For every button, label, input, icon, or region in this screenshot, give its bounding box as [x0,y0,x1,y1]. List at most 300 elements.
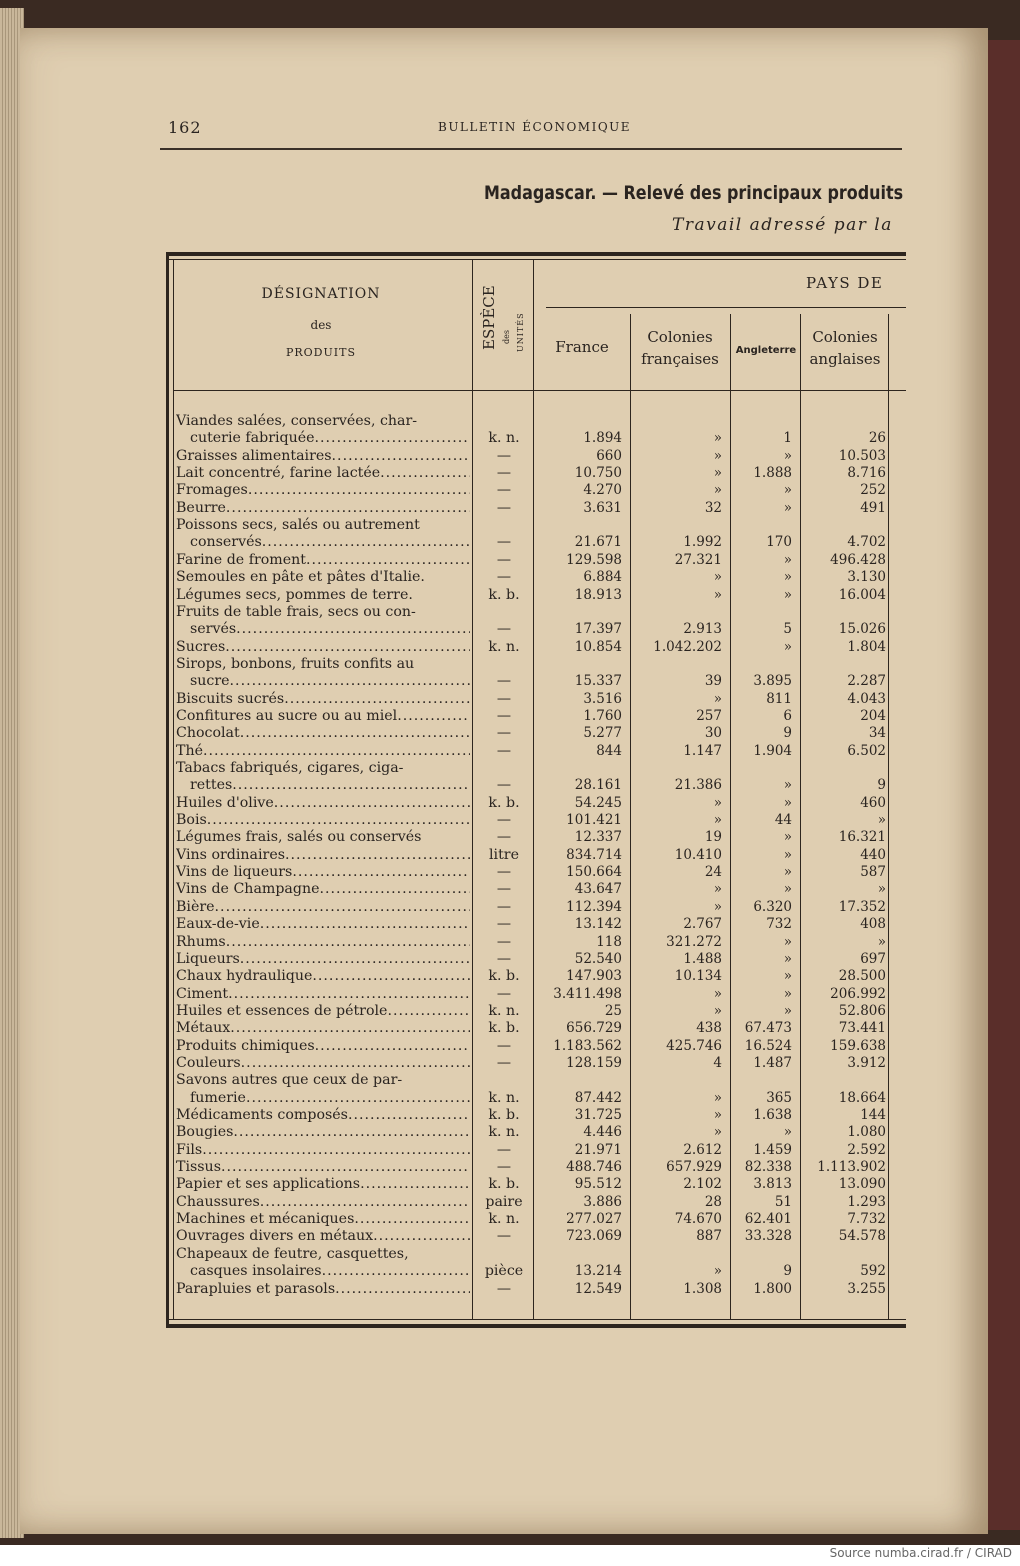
leader-dots [332,448,470,464]
leader-dots [248,482,470,498]
row-designation-text: Confitures au sucre ou au miel [176,707,398,724]
row-unit: k. b. [488,794,520,811]
leader-dots [226,500,470,516]
row-unit: — [496,950,512,967]
row-designation [176,464,470,482]
row-designation [176,985,470,1003]
row-colonies-anglaises: » [877,933,886,950]
header-espece [472,280,532,360]
row-angleterre: 3.895 [753,673,792,690]
row-designation [176,1158,470,1176]
leader-dots [233,1124,470,1140]
row-angleterre: 51 [774,1193,792,1210]
row-designation [176,568,470,586]
page-title: Madagascar. — Relevé des principaux produits [484,182,904,204]
table-row [166,794,906,812]
row-colonies-anglaises: 6.502 [847,742,886,759]
row-unit: — [496,1159,512,1176]
row-colonies-francaises: » [713,794,722,811]
row-designation [190,620,470,638]
row-colonies-francaises: » [713,465,722,482]
row-designation [176,1175,470,1193]
row-france: 1.183.562 [553,1037,622,1054]
page-number: 162 [168,118,202,137]
row-designation-text: Médicaments composés [176,1107,348,1123]
table-row [166,655,906,673]
row-france: 3.886 [583,1193,622,1210]
header-espece-label: ESPÈCE [480,285,498,350]
row-unit: k. b. [488,1020,520,1037]
row-france: 12.549 [574,1280,622,1297]
row-designation [176,1054,470,1072]
row-france: 101.421 [566,812,622,829]
header-angleterre: Angleterre [735,345,797,356]
table-row [166,551,906,569]
row-france: 43.647 [574,881,622,898]
row-designation [176,724,470,742]
row-designation-text: Fils [176,1141,203,1158]
table-row [166,1106,906,1124]
row-colonies-francaises: 1.147 [683,742,722,759]
leader-dots [236,621,470,637]
row-designation-text: Parapluies et parasols [176,1280,336,1297]
row-colonies-anglaises: 73.441 [838,1020,886,1037]
row-designation-text: Farine de froment [176,551,306,568]
table-border-bottom [166,1324,906,1328]
row-designation [176,707,470,725]
row-angleterre: 170 [766,534,792,551]
row-designation-text: Produits chimiques [176,1037,315,1054]
row-angleterre: » [783,864,792,881]
row-colonies-francaises: 10.134 [674,968,722,985]
leader-dots [380,465,470,481]
row-designation [176,551,470,569]
row-designation [176,1002,470,1020]
row-designation-text: Lait concentré, farine lactée [176,465,381,482]
row-france: 150.664 [566,864,622,881]
row-france: 21.671 [574,534,622,551]
row-designation [176,603,470,621]
leader-dots [246,1090,470,1106]
leader-dots [203,743,470,759]
row-colonies-anglaises: 9 [877,777,886,794]
leader-dots [312,968,470,984]
row-colonies-anglaises: 697 [860,950,886,967]
row-unit: — [496,933,512,950]
table-row [166,586,906,604]
table-row [166,898,906,916]
row-angleterre: 1.487 [753,1054,792,1071]
table-row [166,724,906,742]
row-colonies-francaises: 257 [696,707,722,724]
row-designation-text: Graisses alimentaires [176,447,332,464]
table-row [166,1123,906,1141]
row-designation [176,1071,470,1089]
table-row [166,933,906,951]
row-unit: k. n. [488,1089,520,1106]
row-designation-text: Eaux-de-vie [176,916,260,933]
row-france: 4.446 [583,1124,622,1141]
leader-dots [232,777,470,793]
row-angleterre: 1.904 [753,742,792,759]
row-colonies-anglaises: 592 [860,1263,886,1280]
row-designation [176,759,470,777]
leader-dots [360,1176,470,1192]
row-angleterre: » [783,1002,792,1019]
row-colonies-anglaises: 206.992 [830,985,886,1002]
row-angleterre: 3.813 [753,1176,792,1193]
table-row [166,516,906,534]
row-france: 1.760 [583,707,622,724]
row-france: 1.894 [583,430,622,447]
row-france: 21.971 [574,1141,622,1158]
row-unit: paire [485,1193,523,1210]
row-angleterre: » [783,985,792,1002]
row-unit: — [496,881,512,898]
row-designation-text: Légumes secs, pommes de terre. [176,586,413,603]
leader-dots [397,708,470,724]
row-angleterre: 1.800 [753,1280,792,1297]
row-france: 834.714 [566,846,622,863]
table-row [166,1054,906,1072]
leader-dots [240,951,470,967]
row-colonies-anglaises: 144 [860,1107,886,1123]
row-colonies-francaises: 657.929 [666,1159,722,1176]
table-row [166,1210,906,1228]
row-colonies-anglaises: 28.500 [838,968,886,985]
table-row [166,690,906,708]
row-angleterre: » [783,447,792,464]
row-designation [190,1262,470,1280]
row-designation [190,1089,470,1107]
row-designation-text: Liqueurs [176,950,240,967]
row-colonies-anglaises: 13.090 [838,1176,886,1193]
row-angleterre: 44 [774,812,792,829]
row-unit: — [496,499,512,516]
header-rule [160,148,902,150]
row-designation [176,1193,470,1211]
leader-dots [315,1038,470,1054]
row-unit: — [496,725,512,742]
products-table [166,252,906,1330]
row-designation-text: casques insolaires [190,1263,322,1280]
row-unit: — [496,1141,512,1158]
table-row [166,1037,906,1055]
table-row [166,481,906,499]
page-subtitle: Travail adressé par la [672,215,893,235]
row-designation [176,447,470,465]
leader-dots [335,1281,470,1297]
row-designation-text: Chocolat [176,725,240,742]
row-colonies-anglaises: 34 [868,725,886,742]
row-designation-text: Biscuits sucrés [176,690,285,707]
row-angleterre: 82.338 [744,1159,792,1176]
row-designation [176,481,470,499]
row-designation-text: Machines et mécaniques [176,1211,355,1228]
row-unit: — [496,1228,512,1245]
row-angleterre: » [783,551,792,568]
row-colonies-anglaises: 587 [860,864,886,881]
leader-dots [202,1142,470,1158]
table-row [166,447,906,465]
header-colonies-en-line1: Colonies [812,328,878,346]
row-designation [176,1280,470,1298]
row-designation-text: Bois [176,812,207,829]
row-colonies-francaises: 887 [696,1228,722,1245]
row-designation-text: fumerie [190,1089,246,1106]
row-angleterre: 33.328 [744,1228,792,1245]
row-unit: — [496,673,512,690]
row-designation-text: Vins de Champagne [176,881,320,898]
table-row [166,1071,906,1089]
row-angleterre: » [783,482,792,499]
row-france: 118 [596,933,622,950]
row-colonies-francaises: 1.488 [683,950,722,967]
source-credit: Source numba.cirad.fr / CIRAD [829,1546,1012,1560]
row-colonies-anglaises: 4.043 [847,690,886,707]
row-colonies-anglaises: 1.080 [847,1124,886,1141]
row-colonies-francaises: 2.102 [683,1176,722,1193]
row-france: 147.903 [566,968,622,985]
row-designation [190,429,470,447]
row-colonies-francaises: » [713,586,722,603]
header-designation-des: des [310,318,332,332]
table-row [166,464,906,482]
row-angleterre: » [783,569,792,586]
row-designation [176,655,470,673]
row-colonies-francaises: 19 [704,829,722,846]
row-france: 31.725 [574,1107,622,1123]
row-colonies-francaises: 21.386 [674,777,722,794]
row-designation [176,499,470,517]
row-colonies-anglaises: 252 [860,482,886,499]
row-france: 3.516 [583,690,622,707]
leader-dots [225,639,470,655]
row-colonies-francaises: » [713,1002,722,1019]
row-angleterre: 732 [766,916,792,933]
row-france: 95.512 [574,1176,622,1193]
row-designation-text: Fruits de table frais, secs ou con- [176,603,416,620]
row-angleterre: » [783,1124,792,1141]
row-colonies-francaises: 39 [704,673,722,690]
row-france: 17.397 [574,621,622,638]
row-colonies-francaises: 425.746 [666,1037,722,1054]
table-row [166,707,906,725]
table-row [166,1193,906,1211]
row-designation [176,1227,470,1245]
row-france: 28.161 [574,777,622,794]
row-colonies-francaises: 2.612 [683,1141,722,1158]
leader-dots [226,934,470,950]
row-colonies-francaises: 321.272 [666,933,722,950]
table-row [166,950,906,968]
row-colonies-francaises: 4 [713,1054,722,1071]
row-designation-text: Tabacs fabriqués, cigares, ciga- [176,760,404,776]
row-designation-text: Légumes frais, salés ou conservés [176,829,422,846]
row-unit: k. n. [488,1124,520,1141]
row-designation [176,516,470,534]
leader-dots [274,795,470,811]
row-angleterre: 1.638 [753,1107,792,1123]
row-france: 723.069 [566,1228,622,1245]
row-designation-text: Chapeaux de feutre, casquettes, [176,1245,409,1262]
row-unit: — [496,534,512,551]
row-angleterre: » [783,829,792,846]
row-angleterre: » [783,638,792,655]
row-france: 3.411.498 [553,985,622,1002]
leader-dots [306,552,470,568]
row-unit: — [496,864,512,881]
row-designation-text: Papier et ses applications [176,1176,361,1193]
row-france: 488.746 [566,1159,622,1176]
leader-dots [260,1194,470,1210]
row-unit: — [496,465,512,482]
row-colonies-anglaises: 17.352 [838,898,886,915]
row-colonies-francaises: » [713,482,722,499]
leader-dots [348,1107,470,1123]
row-france: 13.214 [574,1263,622,1280]
row-france: 128.159 [566,1054,622,1071]
row-colonies-francaises: 10.410 [674,846,722,863]
row-designation-text: Sirops, bonbons, fruits confits au [176,655,415,672]
table-row [166,759,906,777]
row-designation-text: Bougies [176,1124,234,1141]
leader-dots [215,899,470,915]
header-france: France [555,338,609,356]
row-france: 660 [596,447,622,464]
row-colonies-francaises: 2.767 [683,916,722,933]
row-designation [176,950,470,968]
row-unit: litre [489,846,519,863]
row-colonies-anglaises: » [877,881,886,898]
row-unit: — [496,829,512,846]
row-unit: — [496,898,512,915]
row-unit: — [496,812,512,829]
table-row [166,620,906,638]
row-colonies-francaises: » [713,898,722,915]
row-unit: — [496,569,512,586]
row-designation-text: cuterie fabriquée [190,430,315,447]
row-designation-text: Vins de liqueurs [176,864,293,881]
row-designation-text: Huiles d'olive [176,794,274,811]
row-france: 3.631 [583,499,622,516]
row-colonies-anglaises: 8.716 [847,465,886,482]
row-colonies-anglaises: 4.702 [847,534,886,551]
row-designation-text: Huiles et essences de pétrole [176,1002,388,1019]
row-unit: — [496,1054,512,1071]
row-france: 10.750 [574,465,622,482]
row-colonies-anglaises: 7.732 [847,1211,886,1228]
table-row [166,1089,906,1107]
leader-dots [322,1263,470,1279]
header-bottom-rule [174,390,906,391]
table-row [166,499,906,517]
table-border-top-inner [166,259,906,260]
row-colonies-francaises: 1.992 [683,534,722,551]
row-designation [176,586,470,604]
row-unit: — [496,482,512,499]
table-row [166,568,906,586]
row-unit: k. n. [488,1002,520,1019]
row-unit: k. n. [488,1211,520,1228]
row-colonies-francaises: 74.670 [674,1211,722,1228]
row-angleterre: 9 [783,1263,792,1280]
row-unit: — [496,985,512,1002]
table-row [166,533,906,551]
row-angleterre: 6 [783,707,792,724]
table-row [166,638,906,656]
row-designation-text: Tissus [176,1159,221,1176]
table-row [166,811,906,829]
row-designation [176,828,470,846]
row-colonies-francaises: 2.913 [683,621,722,638]
row-designation [176,967,470,985]
leader-dots [285,847,470,863]
row-colonies-francaises: 27.321 [674,551,722,568]
row-angleterre: 67.473 [744,1020,792,1037]
row-france: 4.270 [583,482,622,499]
row-designation [176,1141,470,1159]
leader-dots [260,916,470,932]
row-designation [176,1245,470,1263]
row-angleterre: » [783,933,792,950]
row-colonies-anglaises: 3.912 [847,1054,886,1071]
row-unit: k. b. [488,1107,520,1123]
row-colonies-anglaises: 204 [860,707,886,724]
row-colonies-francaises: 438 [696,1020,722,1037]
row-france: 656.729 [566,1020,622,1037]
header-designation: DÉSIGNATION [261,286,381,302]
row-angleterre: 16.524 [744,1037,792,1054]
row-france: 112.394 [566,898,622,915]
leader-dots [241,1055,470,1071]
row-colonies-francaises: 1.042.202 [653,638,722,655]
row-angleterre: 6.320 [753,898,792,915]
row-designation [190,672,470,690]
row-designation [176,794,470,812]
row-designation-text: Savons autres que ceux de par- [176,1072,403,1089]
row-france: 13.142 [574,916,622,933]
row-colonies-anglaises: 408 [860,916,886,933]
row-angleterre: 365 [766,1089,792,1106]
leader-dots [315,430,470,446]
row-angleterre: 1.888 [753,465,792,482]
row-designation-text: Sucres [176,638,226,655]
row-designation [176,690,470,708]
row-designation-text: conservés [190,534,262,551]
row-france: 5.277 [583,725,622,742]
table-row [166,863,906,881]
table-row [166,967,906,985]
row-unit: — [496,916,512,933]
row-designation [176,863,470,881]
leader-dots [320,881,470,897]
row-angleterre: 811 [766,690,792,707]
table-row [166,1141,906,1159]
row-france: 129.598 [566,551,622,568]
row-france: 10.854 [574,638,622,655]
row-designation-text: Ouvrages divers en métaux [176,1228,374,1245]
header-designation-produits: PRODUITS [285,346,356,359]
row-angleterre: » [783,881,792,898]
row-designation-text: Semoules en pâte et pâtes d'Italie. [176,569,425,586]
leader-dots [207,812,470,828]
row-unit: — [496,777,512,794]
row-designation-text: Bière [176,898,215,915]
row-colonies-anglaises: 1.293 [847,1193,886,1210]
row-colonies-anglaises: 3.130 [847,569,886,586]
row-unit: — [496,707,512,724]
